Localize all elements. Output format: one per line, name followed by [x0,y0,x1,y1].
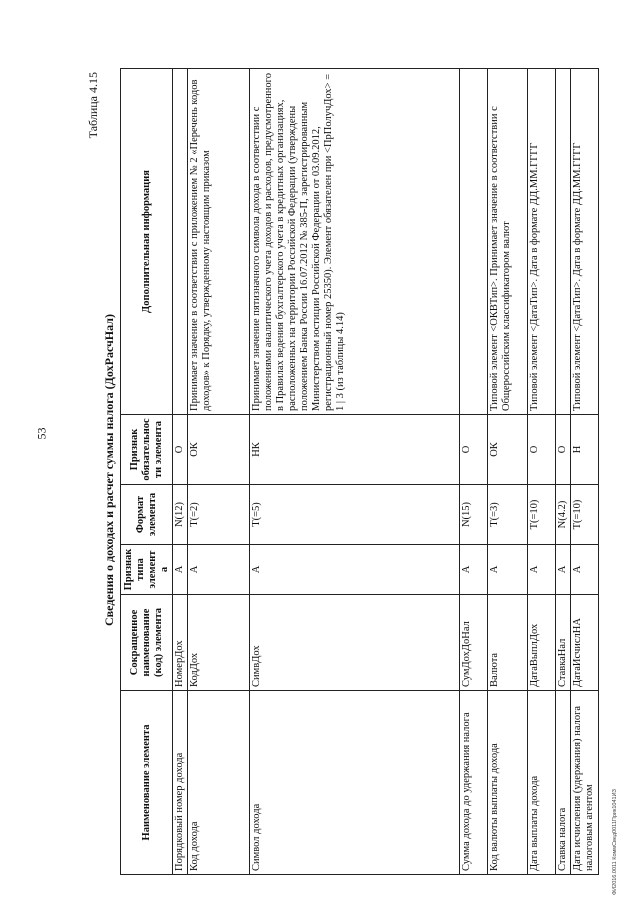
cell-required: Н [571,415,599,485]
cell-format: N(15) [460,485,488,545]
cell-name: Символ дохода [250,691,460,875]
table-row [460,69,488,875]
table-row [188,69,250,875]
cell-name: Код валюты выплаты дохода [488,691,528,875]
cell-type: А [188,545,250,595]
table-row [556,69,571,875]
header-code: Сокращенное наименование (код) элемента [121,595,173,691]
table-row [528,69,556,875]
cell-format: T(=3) [488,485,528,545]
cell-name: Сумма дохода до удержания налога [460,691,488,875]
elements-table [120,68,599,875]
cell-required: О [556,415,571,485]
cell-required: ОК [488,415,528,485]
header-format: Формат элемента [121,485,173,545]
cell-name: Код дохода [188,691,250,875]
cell-code: Валюта [488,595,528,691]
table-row [488,69,528,875]
table-caption: Сведения о доходах и расчет суммы налога (ДохРасчНал) [102,314,116,626]
table-row [173,69,188,875]
cell-required: О [460,415,488,485]
cell-type: А [250,545,460,595]
header-type: Признак типа элемента [121,545,173,595]
cell-type: А [488,545,528,595]
cell-info [173,69,188,415]
cell-format: T(=10) [528,485,556,545]
cell-code: СумДохДоНал [460,595,488,691]
cell-name: Дата выплаты дохода [528,691,556,875]
cell-required: НК [250,415,460,485]
cell-code: КодДох [188,595,250,691]
cell-info: Принимает значение в соответствии с приложением № 2 «Перечень кодов доходов» к Порядку, утвержденному настоящим приказом [188,69,250,415]
cell-code: СтавкаНал [556,595,571,691]
cell-name: Ставка налога [556,691,571,875]
cell-info: Типовой элемент <ДатаТип>. Дата в формате ДД.ММ.ГГГГ [571,69,599,415]
cell-code: ДатаВыплДох [528,595,556,691]
table-label: Таблица 4.15 [86,72,100,139]
cell-type: А [571,545,599,595]
table-row [250,69,460,875]
cell-code: ДатаИсчислНА [571,595,599,691]
cell-info: Типовой элемент <ДатаТип>. Дата в формате ДД.ММ.ГГГГ [528,69,556,415]
cell-required: О [528,415,556,485]
cell-format: T(=10) [571,485,599,545]
cell-info [556,69,571,415]
table-header-row [121,69,173,875]
cell-type: А [528,545,556,595]
cell-required: ОК [188,415,250,485]
cell-format: N(12) [173,485,188,545]
cell-format: T(=2) [188,485,250,545]
cell-type: А [460,545,488,595]
cell-format: T(=5) [250,485,460,545]
page-number: 53 [34,427,49,440]
header-name: Наименование элемента [121,691,173,875]
rotated-page-content [86,62,626,878]
header-required: Признак обязательности элемента [121,415,173,485]
cell-info: Принимает значение пятизначного символа дохода в соответствии с положениями аналитического учета доходов и расходов, предусмотренного в Правилах ведения бухгалтерского учета в кредитных организациях, расположенных на территории Российской Федерации (утверждены положением Банка России 16.07.2012 № 385-П, зарегистрированным Министерством юстиции Российской Федерации от 03.09.2012, регистрационный номер 25350). Элемент обязателен при <ПрПолучДох> = 1 | 3 (из таблицы 4.14) [250,69,460,415]
cell-required: О [173,415,188,485]
cell-type: А [556,545,571,595]
cell-code: СимвДох [250,595,460,691]
cell-type: А [173,545,188,595]
cell-info: Типовой элемент <ОКВТип>. Принимает значение в соответствии с Общероссийским классификатором валют [488,69,528,415]
cell-name: Порядковый номер дохода [173,691,188,875]
cell-code: НомерДох [173,595,188,691]
cell-name: Дата исчисления (удержания) налога налоговым агентом [571,691,599,875]
table-row [571,69,599,875]
cell-format: N(4.2) [556,485,571,545]
header-info: Дополнительная информация [121,69,173,415]
cell-info [460,69,488,415]
document-stamp: ФИ2016.0011 КоммСвед0011Прик1041ИЗ [612,789,618,895]
